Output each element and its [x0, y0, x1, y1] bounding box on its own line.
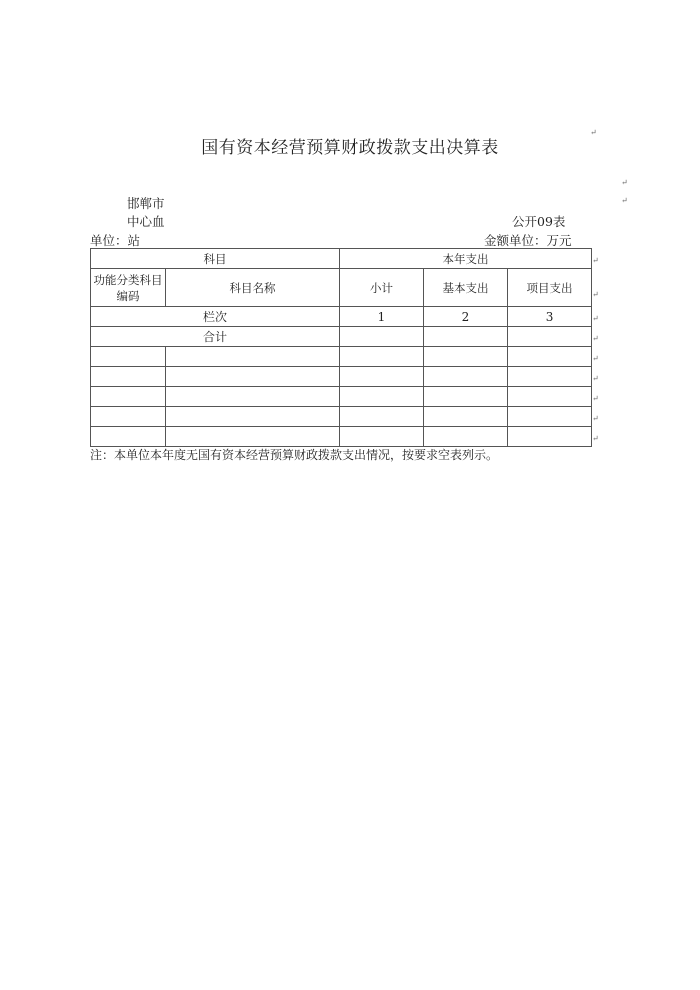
header-org: 中心血 [127, 214, 165, 229]
table-cell [340, 427, 424, 447]
return-mark-icon: ↵ [592, 374, 599, 383]
table-row [91, 407, 592, 427]
table-cell [91, 367, 166, 387]
header-subject: 科目 [91, 249, 340, 269]
page-title: 国有资本经营预算财政拨款支出决算表 [201, 138, 499, 158]
table-cell [91, 407, 166, 427]
table-cell [340, 347, 424, 367]
unit-label: 单位：站 [90, 233, 141, 248]
column-index-subtotal: 1 [340, 307, 424, 327]
table-cell [166, 367, 340, 387]
table-cell [508, 407, 592, 427]
table-cell [424, 347, 508, 367]
table-cell [91, 427, 166, 447]
table-cell [508, 427, 592, 447]
table-row [91, 427, 592, 447]
column-index-project: 3 [508, 307, 592, 327]
table-cell [166, 407, 340, 427]
header-code: 功能分类科目编码 [91, 269, 166, 307]
return-mark-icon: ↵ [592, 314, 599, 323]
header-city: 邯郸市 [127, 196, 165, 211]
return-mark-icon: ↵ [592, 256, 599, 265]
column-index-label: 栏次 [91, 307, 340, 327]
header-basic: 基本支出 [424, 269, 508, 307]
table-cell [340, 387, 424, 407]
table-cell [340, 367, 424, 387]
header-project: 项目支出 [508, 269, 592, 307]
return-mark-icon: ↵ [592, 434, 599, 443]
total-basic [424, 327, 508, 347]
table-cell [508, 367, 592, 387]
return-mark-icon: ↵ [621, 178, 628, 187]
expenditure-table [90, 248, 592, 447]
return-mark-icon: ↵ [592, 394, 599, 403]
table-column-header-row [91, 269, 592, 307]
header-current-year: 本年支出 [340, 249, 592, 269]
table-cell [424, 407, 508, 427]
return-mark-icon: ↵ [592, 414, 599, 423]
table-cell [91, 387, 166, 407]
footnote: 注：本单位本年度无国有资本经营预算财政拨款支出情况，按要求空表列示。 [90, 448, 499, 462]
total-project [508, 327, 592, 347]
table-cell [166, 347, 340, 367]
header-name: 科目名称 [166, 269, 340, 307]
table-cell [424, 427, 508, 447]
table-cell [424, 387, 508, 407]
table-cell [340, 407, 424, 427]
table-group-header-row [91, 249, 592, 269]
amount-unit: 金额单位：万元 [484, 233, 572, 248]
table-row [91, 367, 592, 387]
table-cell [166, 387, 340, 407]
total-label: 合计 [91, 327, 340, 347]
table-cell [424, 367, 508, 387]
column-index-row [91, 307, 592, 327]
return-mark-icon: ↵ [592, 290, 599, 299]
column-index-basic: 2 [424, 307, 508, 327]
return-mark-icon: ↵ [590, 128, 597, 137]
table-cell [508, 387, 592, 407]
total-subtotal [340, 327, 424, 347]
table-cell [166, 427, 340, 447]
table-cell [508, 347, 592, 367]
table-code: 公开09表 [512, 214, 566, 229]
header-subtotal: 小计 [340, 269, 424, 307]
return-mark-icon: ↵ [621, 196, 628, 205]
return-mark-icon: ↵ [592, 334, 599, 343]
table-row [91, 347, 592, 367]
table-row [91, 387, 592, 407]
table-cell [91, 347, 166, 367]
return-mark-icon: ↵ [592, 354, 599, 363]
total-row [91, 327, 592, 347]
